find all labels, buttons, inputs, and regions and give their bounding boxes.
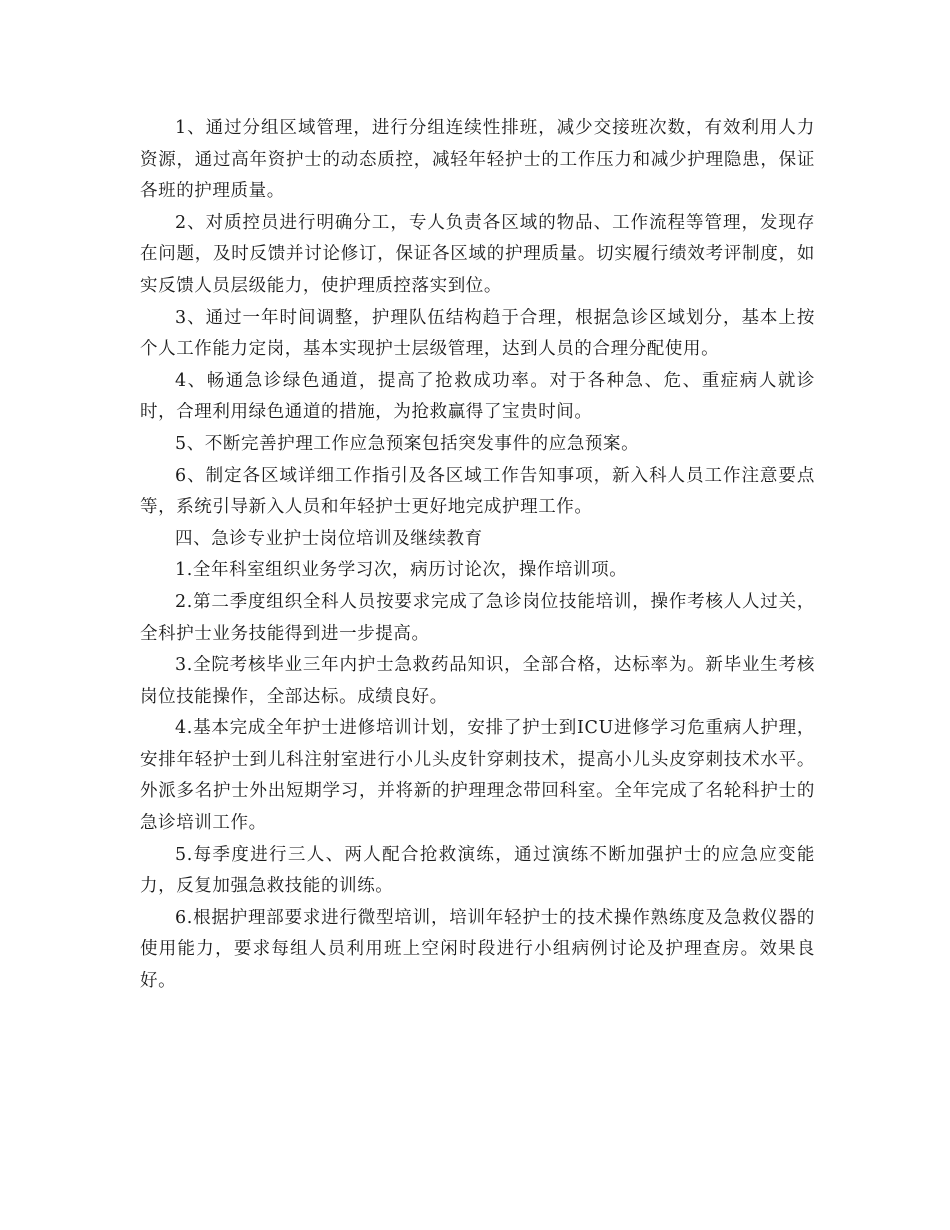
paragraph-management-6: 6、制定各区域详细工作指引及各区域工作告知事项，新入科人员工作注意要点等，系统引导新入人员和年轻护士更好地完成护理工作。 [140,465,815,518]
paragraph-management-4: 4、畅通急诊绿色通道，提高了抢救成功率。对于各种急、危、重症病人就诊时，合理利用绿色通道的措施，为抢救赢得了宝贵时间。 [140,370,815,423]
paragraph-management-2: 2、对质控员进行明确分工，专人负责各区域的物品、工作流程等管理，发现存在问题，及时反馈并讨论修订，保证各区域的护理质量。切实履行绩效考评制度，如实反馈人员层级能力，使护理质控落实到位。 [140,212,815,296]
paragraph-management-1: 1、通过分组区域管理，进行分组连续性排班，减少交接班次数，有效利用人力资源，通过高年资护士的动态质控，减轻年轻护士的工作压力和减少护理隐患，保证各班的护理质量。 [140,118,815,202]
paragraph-training-2: 2.第二季度组织全科人员按要求完成了急诊岗位技能培训，操作考核人人过关，全科护士业务技能得到进一步提高。 [140,591,815,644]
paragraph-training-3: 3.全院考核毕业三年内护士急救药品知识，全部合格，达标率为。新毕业生考核岗位技能操作，全部达标。成绩良好。 [140,655,815,707]
paragraph-management-5: 5、不断完善护理工作应急预案包括突发事件的应急预案。 [175,433,640,454]
paragraph-training-6: 6.根据护理部要求进行微型培训，培训年轻护士的技术操作熟练度及急救仪器的使用能力，要求每组人员利用班上空闲时段进行小组病例讨论及护理查房。效果良好。 [140,907,815,992]
paragraph-training-5: 5.每季度进行三人、两人配合抢救演练，通过演练不断加强护士的应急应变能力，反复加强急救技能的训练。 [140,844,815,897]
section-heading-training: 四、急诊专业护士岗位培训及继续教育 [175,528,483,549]
document-body [140,113,815,998]
paragraph-training-1: 1.全年科室组织业务学习次，病历讨论次，操作培训项。 [175,560,628,581]
paragraph-training-4: 4.基本完成全年护士进修培训计划，安排了护士到ICU进修学习危重病人护理，安排年轻护士到儿科注射室进行小儿头皮针穿刺技术，提高小儿头皮穿刺技术水平。外派多名护士外出短期学习，并将新的护理理念带回科室。全年完成了名轮科护士的急诊培训工作。 [140,718,815,834]
paragraph-management-3: 3、通过一年时间调整，护理队伍结构趋于合理，根据急诊区域划分，基本上按个人工作能力定岗，基本实现护士层级管理，达到人员的合理分配使用。 [140,307,815,360]
